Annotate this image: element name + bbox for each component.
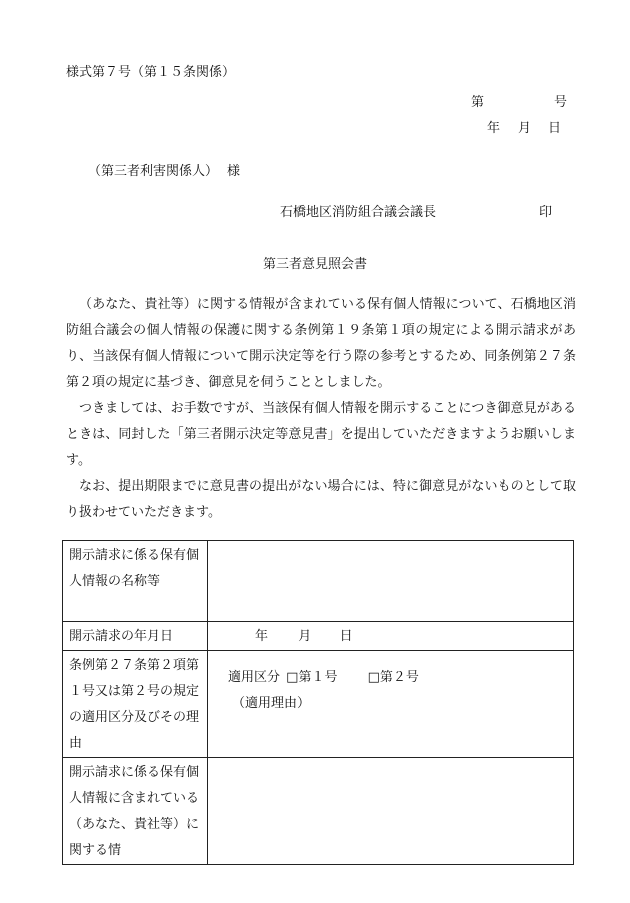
request-date-day: 日 [339,629,353,644]
related-info-label: 開示請求に係る保有個人情報に含まれている（あなた、貴社等）に関する情 [63,758,208,865]
addressee-honorific: 様 [227,164,241,179]
request-date-month: 月 [298,629,312,644]
table-row [63,651,574,758]
document-title: 第三者意見照会書 [263,257,368,272]
date-month-label: 月 [518,121,532,136]
category-field [208,651,574,758]
category-caption: 適用区分 [228,670,281,685]
request-date-label: 開示請求の年月日 [63,622,208,651]
doc-number-suffix: 号 [554,95,568,110]
date-year-label: 年 [487,121,501,136]
addressee-name: （第三者利害関係人） [88,164,219,179]
request-date-year: 年 [255,629,269,644]
doc-number-prefix: 第 [471,95,485,110]
request-date-field[interactable] [208,622,574,651]
category-option-2-checkbox[interactable]: □第２号 [367,670,419,685]
seal-mark: 印 [539,205,553,220]
category-option-1-checkbox[interactable]: □第１号 [286,670,338,685]
form-number: 様式第７号（第１５条関係） [66,65,236,80]
info-table [62,540,574,865]
table-row [63,758,574,865]
body-paragraph-2: つきましては、お手数ですが、当該保有個人情報を開示することにつき御意見があるときは、同封した「第三者開示決定等意見書」を提出していただきますようお願いします。 [66,401,576,468]
body-paragraph-3: なお、提出期限までに意見書の提出がない場合には、特に御意見がないものとして取り扱わせていただきます。 [66,479,576,520]
table-row [63,541,574,622]
table-row [63,622,574,651]
category-reason-label: （適用理由） [232,696,311,711]
body-paragraph-1: （あなた、貴社等）に関する情報が含まれている保有個人情報について、石橋地区消防組合議会の個人情報の保護に関する条例第１９条第１項の規定による開示請求があり、当該保有個人情報について開示決定等を行う際の参考とするため、同条例第２７条第２項の規定に基づき、御意見を伺うこととしました。 [66,297,576,390]
info-name-field[interactable] [208,541,574,622]
info-name-label: 開示請求に係る保有個人情報の名称等 [63,541,208,622]
body-text [66,292,576,526]
related-info-field[interactable] [208,758,574,865]
sender-name: 石橋地区消防組合議会議長 [280,205,437,220]
category-label: 条例第２７条第２項第１号又は第２号の規定の適用区分及びその理由 [63,651,208,758]
date-day-label: 日 [548,121,562,136]
